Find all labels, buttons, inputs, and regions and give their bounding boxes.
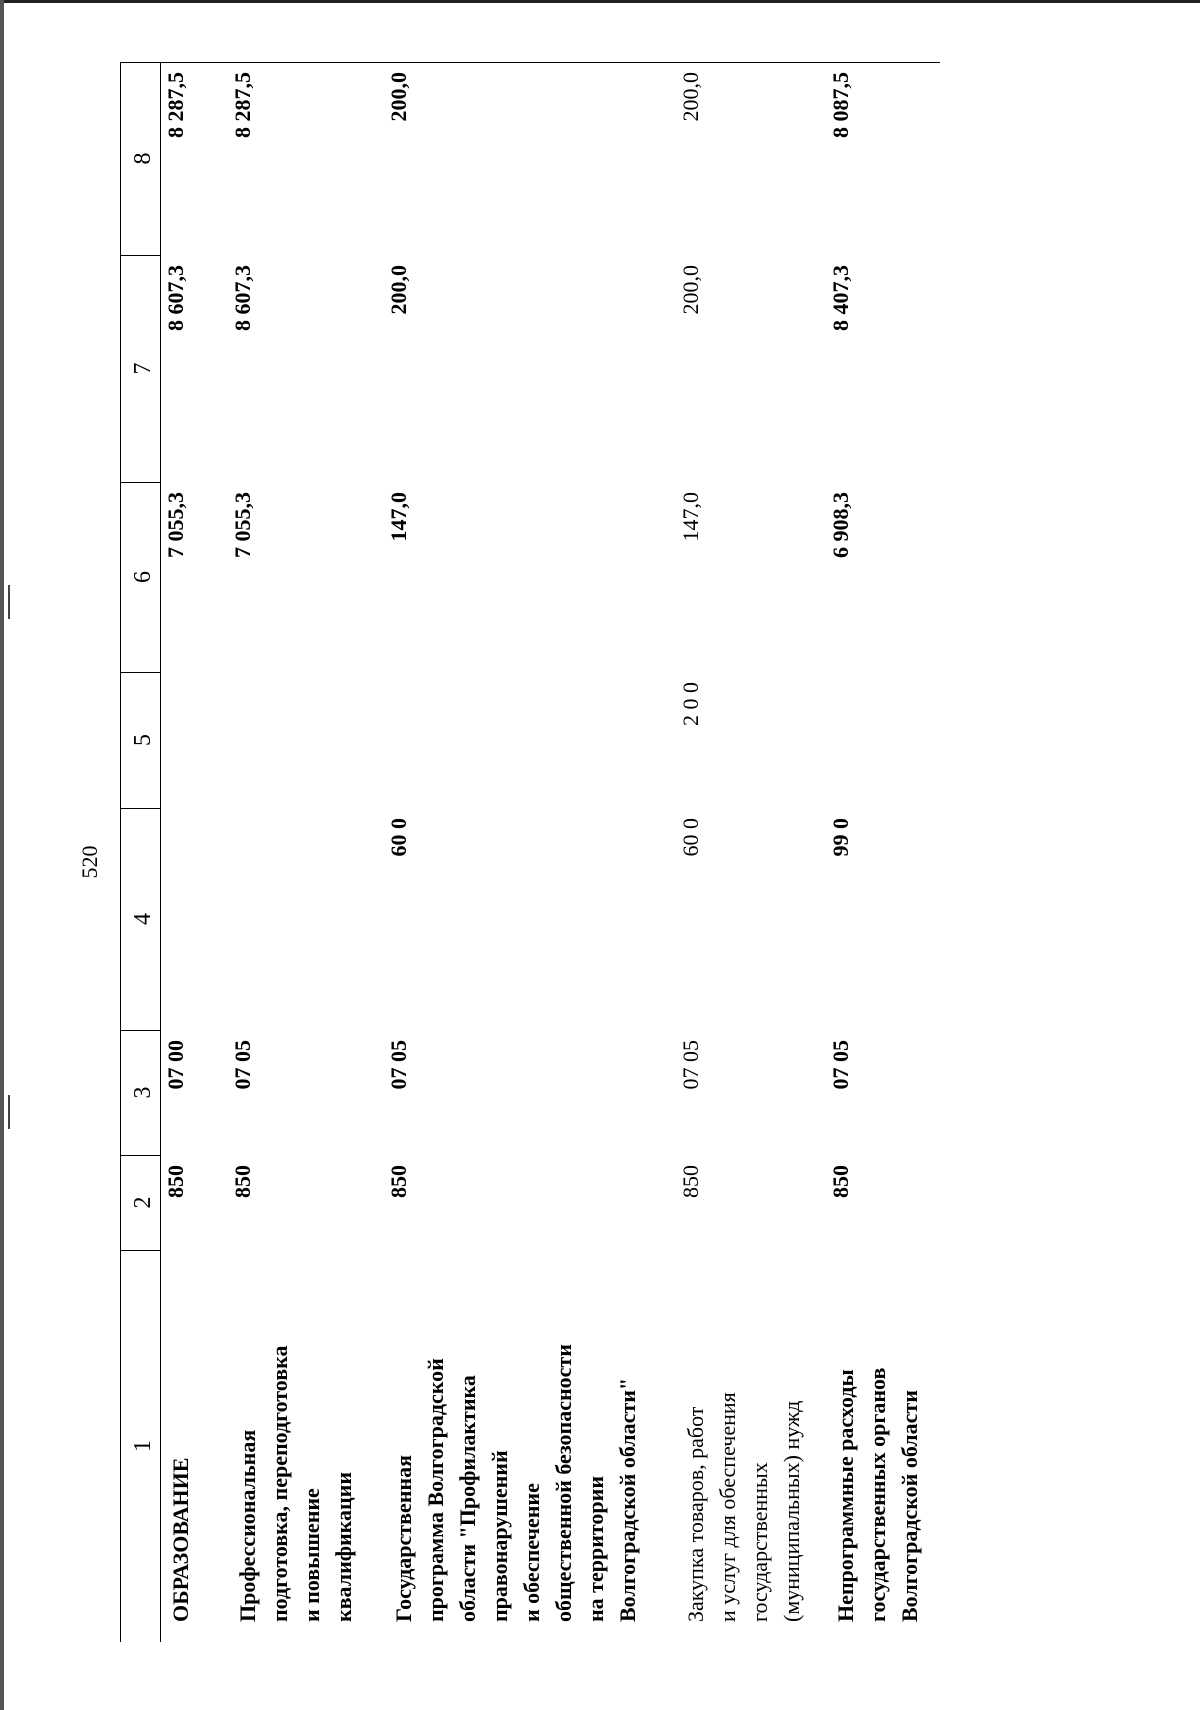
row-col7-value bbox=[388, 265, 422, 470]
row-col5-value bbox=[680, 682, 714, 796]
row-col2-value bbox=[388, 1165, 422, 1238]
column-header-5 bbox=[126, 672, 160, 808]
row-col7-value bbox=[680, 265, 714, 470]
column-header-2-line: 2 bbox=[130, 1196, 156, 1209]
row-col7-value-line: 8 407,3 bbox=[828, 265, 853, 331]
row-col6-value-line: 6 908,3 bbox=[828, 492, 853, 558]
row-col7-value bbox=[232, 265, 266, 470]
row-col8-value-line: 8 287,5 bbox=[163, 72, 188, 138]
row-description-line: государственных bbox=[747, 1462, 772, 1622]
row-description-line: Волгоградской области bbox=[897, 1390, 922, 1622]
row-description-line: Закупка товаров, работ bbox=[683, 1406, 708, 1622]
column-header-3 bbox=[126, 1030, 160, 1155]
row-col2-value-line: 850 bbox=[828, 1165, 853, 1198]
row-col2-value bbox=[165, 1165, 199, 1238]
row-col4-value-line: 99 0 bbox=[828, 818, 853, 857]
row-col8-value bbox=[680, 72, 714, 243]
row-description-line: на территории bbox=[583, 1476, 608, 1622]
column-header-7 bbox=[126, 255, 160, 482]
row-description-line: и повышение bbox=[299, 1488, 324, 1622]
row-col8-value bbox=[232, 72, 266, 243]
row-col6-value-line: 147,0 bbox=[678, 492, 703, 542]
row-col6-value bbox=[388, 492, 422, 660]
row-col7-value-line: 8 607,3 bbox=[163, 265, 188, 331]
row-col8-value-line: 8 087,5 bbox=[828, 72, 853, 138]
row-col7-value-line: 200,0 bbox=[678, 265, 703, 315]
row-col2-value-line: 850 bbox=[230, 1165, 255, 1198]
column-header-8-line: 8 bbox=[130, 152, 156, 165]
table-border bbox=[120, 62, 121, 1642]
row-description-line: (муниципальных) нужд bbox=[779, 1400, 804, 1622]
column-header-1 bbox=[126, 1250, 160, 1642]
row-col6-value bbox=[830, 492, 864, 660]
row-col6-value-line: 7 055,3 bbox=[230, 492, 255, 558]
row-description bbox=[388, 1250, 718, 1622]
column-header-5-line: 5 bbox=[130, 734, 156, 746]
row-col4-value bbox=[680, 818, 714, 1018]
row-col3-value-line: 07 05 bbox=[678, 1040, 703, 1090]
column-header-2 bbox=[126, 1155, 160, 1250]
column-header-4 bbox=[126, 808, 160, 1030]
row-col3-value bbox=[232, 1040, 266, 1143]
column-header-4-line: 4 bbox=[130, 913, 156, 925]
row-description-line: и обеспечение bbox=[519, 1483, 544, 1622]
row-col4-value bbox=[830, 818, 864, 1018]
row-description-line: Профессиональная bbox=[235, 1429, 260, 1622]
row-col3-value bbox=[388, 1040, 422, 1143]
row-description-line: квалификации bbox=[331, 1471, 356, 1622]
row-col6-value-line: 7 055,3 bbox=[163, 492, 188, 558]
row-description bbox=[232, 1250, 410, 1622]
row-col4-value-line: 60 0 bbox=[386, 818, 411, 857]
column-header-7-line: 7 bbox=[130, 362, 156, 375]
table-border bbox=[120, 62, 940, 63]
row-col3-value-line: 07 00 bbox=[163, 1040, 188, 1090]
row-description bbox=[830, 1250, 975, 1622]
row-col3-value-line: 07 05 bbox=[230, 1040, 255, 1090]
row-col2-value bbox=[830, 1165, 864, 1238]
row-description-line: Непрограммные расходы bbox=[833, 1369, 858, 1622]
row-col3-value bbox=[680, 1040, 714, 1143]
row-col3-value bbox=[830, 1040, 864, 1143]
column-header-1-line: 1 bbox=[130, 1440, 156, 1452]
row-col8-value-line: 200,0 bbox=[386, 72, 411, 122]
row-description-line: ОБРАЗОВАНИЕ bbox=[168, 1457, 193, 1622]
row-col3-value-line: 07 05 bbox=[386, 1040, 411, 1090]
column-header-3-line: 3 bbox=[130, 1086, 156, 1099]
row-description-line: государственных органов bbox=[865, 1367, 890, 1622]
row-col6-value-line: 147,0 bbox=[386, 492, 411, 542]
row-col2-value-line: 850 bbox=[386, 1165, 411, 1198]
column-header-8 bbox=[126, 62, 160, 255]
row-col2-value-line: 850 bbox=[163, 1165, 188, 1198]
row-col6-value bbox=[232, 492, 266, 660]
row-col6-value bbox=[165, 492, 199, 660]
row-col3-value-line: 07 05 bbox=[828, 1040, 853, 1090]
row-col8-value bbox=[165, 72, 199, 243]
row-description-line: Волгоградской области" bbox=[615, 1377, 640, 1622]
row-col7-value bbox=[830, 265, 864, 470]
table-border bbox=[160, 62, 161, 1642]
row-description-line: общественной безопасности bbox=[551, 1344, 576, 1622]
row-col4-value-line: 60 0 bbox=[678, 818, 703, 857]
row-description-line: правонарушений bbox=[487, 1450, 512, 1622]
column-header-6-line: 6 bbox=[130, 571, 156, 583]
row-col6-value bbox=[680, 492, 714, 660]
row-col7-value-line: 200,0 bbox=[386, 265, 411, 315]
row-col8-value-line: 200,0 bbox=[678, 72, 703, 122]
page-number: 520 bbox=[77, 845, 102, 879]
row-col7-value bbox=[165, 265, 199, 470]
row-col5-value-line: 2 0 0 bbox=[678, 682, 703, 726]
row-description-line: и услуг для обеспечения bbox=[715, 1392, 740, 1622]
row-description-line: области "Профилактика bbox=[455, 1375, 480, 1622]
row-col2-value-line: 850 bbox=[678, 1165, 703, 1198]
row-col8-value bbox=[388, 72, 422, 243]
row-description-line: программа Волгоградской bbox=[423, 1358, 448, 1622]
row-col4-value bbox=[388, 818, 422, 1018]
row-col7-value-line: 8 607,3 bbox=[230, 265, 255, 331]
row-col2-value bbox=[232, 1165, 266, 1238]
row-col2-value bbox=[680, 1165, 714, 1238]
row-col3-value bbox=[165, 1040, 199, 1143]
row-col8-value bbox=[830, 72, 864, 243]
row-description-line: Государственная bbox=[391, 1455, 416, 1622]
row-col8-value-line: 8 287,5 bbox=[230, 72, 255, 138]
row-description-line: подготовка, переподготовка bbox=[267, 1345, 292, 1622]
column-header-6 bbox=[126, 482, 160, 672]
